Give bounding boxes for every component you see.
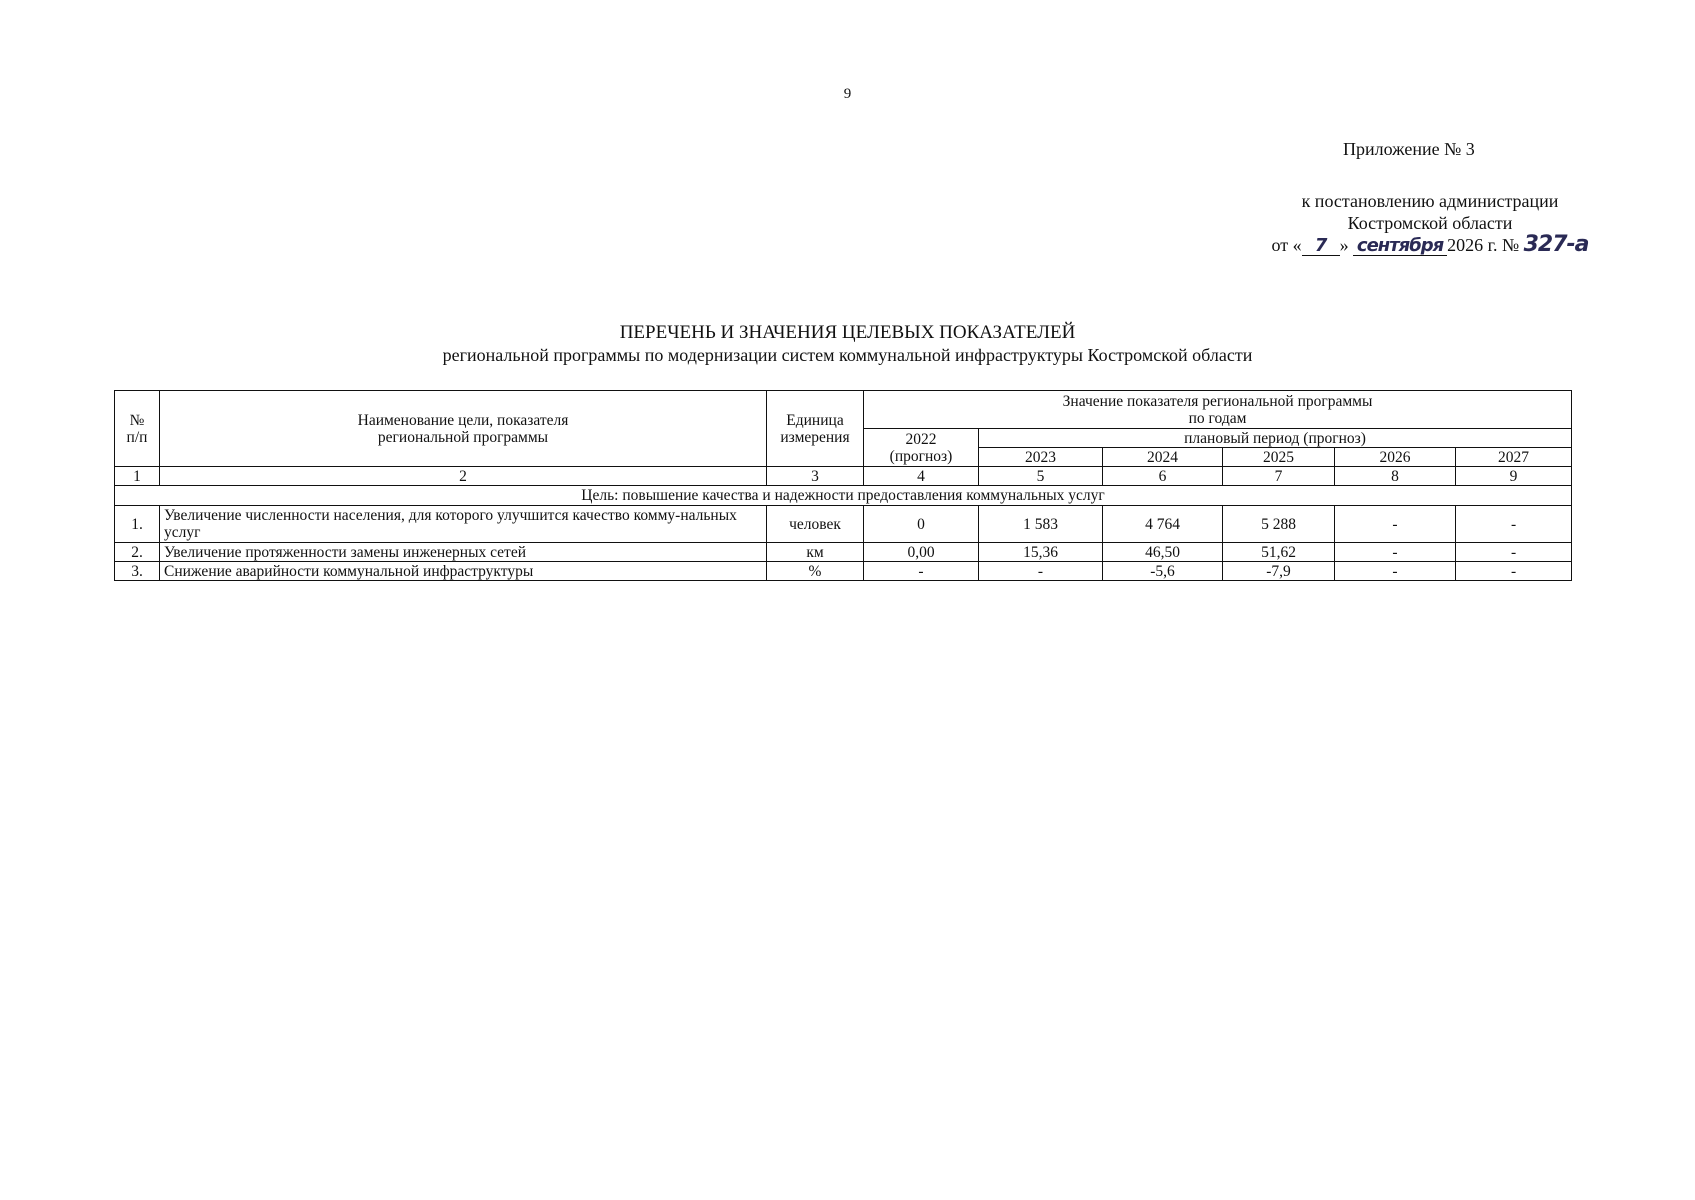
row-value-2022: - — [864, 562, 979, 581]
numbering-cell: 8 — [1335, 467, 1456, 486]
row-indicator-name: Увеличение протяженности замены инженерных сетей — [160, 543, 767, 562]
row-value-2026: - — [1335, 562, 1456, 581]
row-number: 3. — [115, 562, 160, 581]
decree-date-line — [1260, 234, 1600, 256]
row-value-2027: - — [1456, 562, 1572, 581]
row-value-2023: - — [979, 562, 1103, 581]
row-value-2026: - — [1335, 543, 1456, 562]
numbering-cell: 9 — [1456, 467, 1572, 486]
row-unit: человек — [767, 506, 864, 543]
document-subtitle: региональной программы по модернизации систем коммунальной инфраструктуры Костромской области — [442, 345, 1253, 365]
header-year-2024: 2024 — [1103, 448, 1223, 467]
document-title: ПЕРЕЧЕНЬ И ЗНАЧЕНИЯ ЦЕЛЕВЫХ ПОКАЗАТЕЛЕЙ — [619, 322, 1076, 343]
header-unit: Единица измерения — [767, 391, 864, 467]
date-mid: » — [1339, 235, 1349, 255]
numbering-cell: 1 — [115, 467, 160, 486]
page-number: 9 — [843, 86, 852, 102]
header-year-2023: 2023 — [979, 448, 1103, 467]
row-value-2027: - — [1456, 543, 1572, 562]
row-value-2025: 5 288 — [1223, 506, 1335, 543]
handwritten-month: сентября — [1353, 237, 1447, 256]
appendix-label: Приложение № 3 — [1343, 139, 1475, 159]
header-2022: 2022 (прогноз) — [864, 429, 979, 467]
header-no: № п/п — [115, 391, 160, 467]
date-year-suffix: 2026 г. № — [1447, 235, 1520, 255]
row-value-2022: 0 — [864, 506, 979, 543]
header-year-2025: 2025 — [1223, 448, 1335, 467]
row-value-2026: - — [1335, 506, 1456, 543]
header-planned-period: плановый период (прогноз) — [979, 429, 1572, 448]
numbering-cell: 7 — [1223, 467, 1335, 486]
row-number: 2. — [115, 543, 160, 562]
row-value-2024: 4 764 — [1103, 506, 1223, 543]
decree-line-1: к постановлению администрации — [1301, 191, 1559, 211]
row-value-2024: -5,6 — [1103, 562, 1223, 581]
row-indicator-name: Увеличение численности населения, для которого улучшится качество комму-нальных услуг — [160, 506, 767, 543]
row-unit: км — [767, 543, 864, 562]
numbering-cell: 6 — [1103, 467, 1223, 486]
header-values: Значение показателя региональной программы по годам — [864, 391, 1572, 429]
numbering-cell: 4 — [864, 467, 979, 486]
indicators-table — [114, 390, 1572, 581]
table-row — [115, 506, 1572, 543]
row-value-2025: 51,62 — [1223, 543, 1335, 562]
header-name: Наименование цели, показателя региональной программы — [160, 391, 767, 467]
decree-reference — [1260, 190, 1600, 256]
handwritten-decree-number: 327-а — [1523, 232, 1589, 257]
row-value-2024: 46,50 — [1103, 543, 1223, 562]
numbering-row — [115, 467, 1572, 486]
date-prefix: от « — [1271, 235, 1302, 255]
goal-row — [115, 486, 1572, 506]
row-value-2023: 15,36 — [979, 543, 1103, 562]
goal-text: Цель: повышение качества и надежности предоставления коммунальных услуг — [115, 486, 1572, 506]
row-number: 1. — [115, 506, 160, 543]
row-value-2022: 0,00 — [864, 543, 979, 562]
header-year-2026: 2026 — [1335, 448, 1456, 467]
handwritten-day: 7 — [1302, 237, 1340, 256]
row-unit: % — [767, 562, 864, 581]
table-row — [115, 543, 1572, 562]
numbering-cell: 3 — [767, 467, 864, 486]
header-year-2027: 2027 — [1456, 448, 1572, 467]
row-value-2025: -7,9 — [1223, 562, 1335, 581]
row-value-2023: 1 583 — [979, 506, 1103, 543]
row-indicator-name: Снижение аварийности коммунальной инфраструктуры — [160, 562, 767, 581]
numbering-cell: 2 — [160, 467, 767, 486]
numbering-cell: 5 — [979, 467, 1103, 486]
decree-line-2: Костромской области — [1347, 213, 1513, 233]
table-row — [115, 562, 1572, 581]
row-value-2027: - — [1456, 506, 1572, 543]
